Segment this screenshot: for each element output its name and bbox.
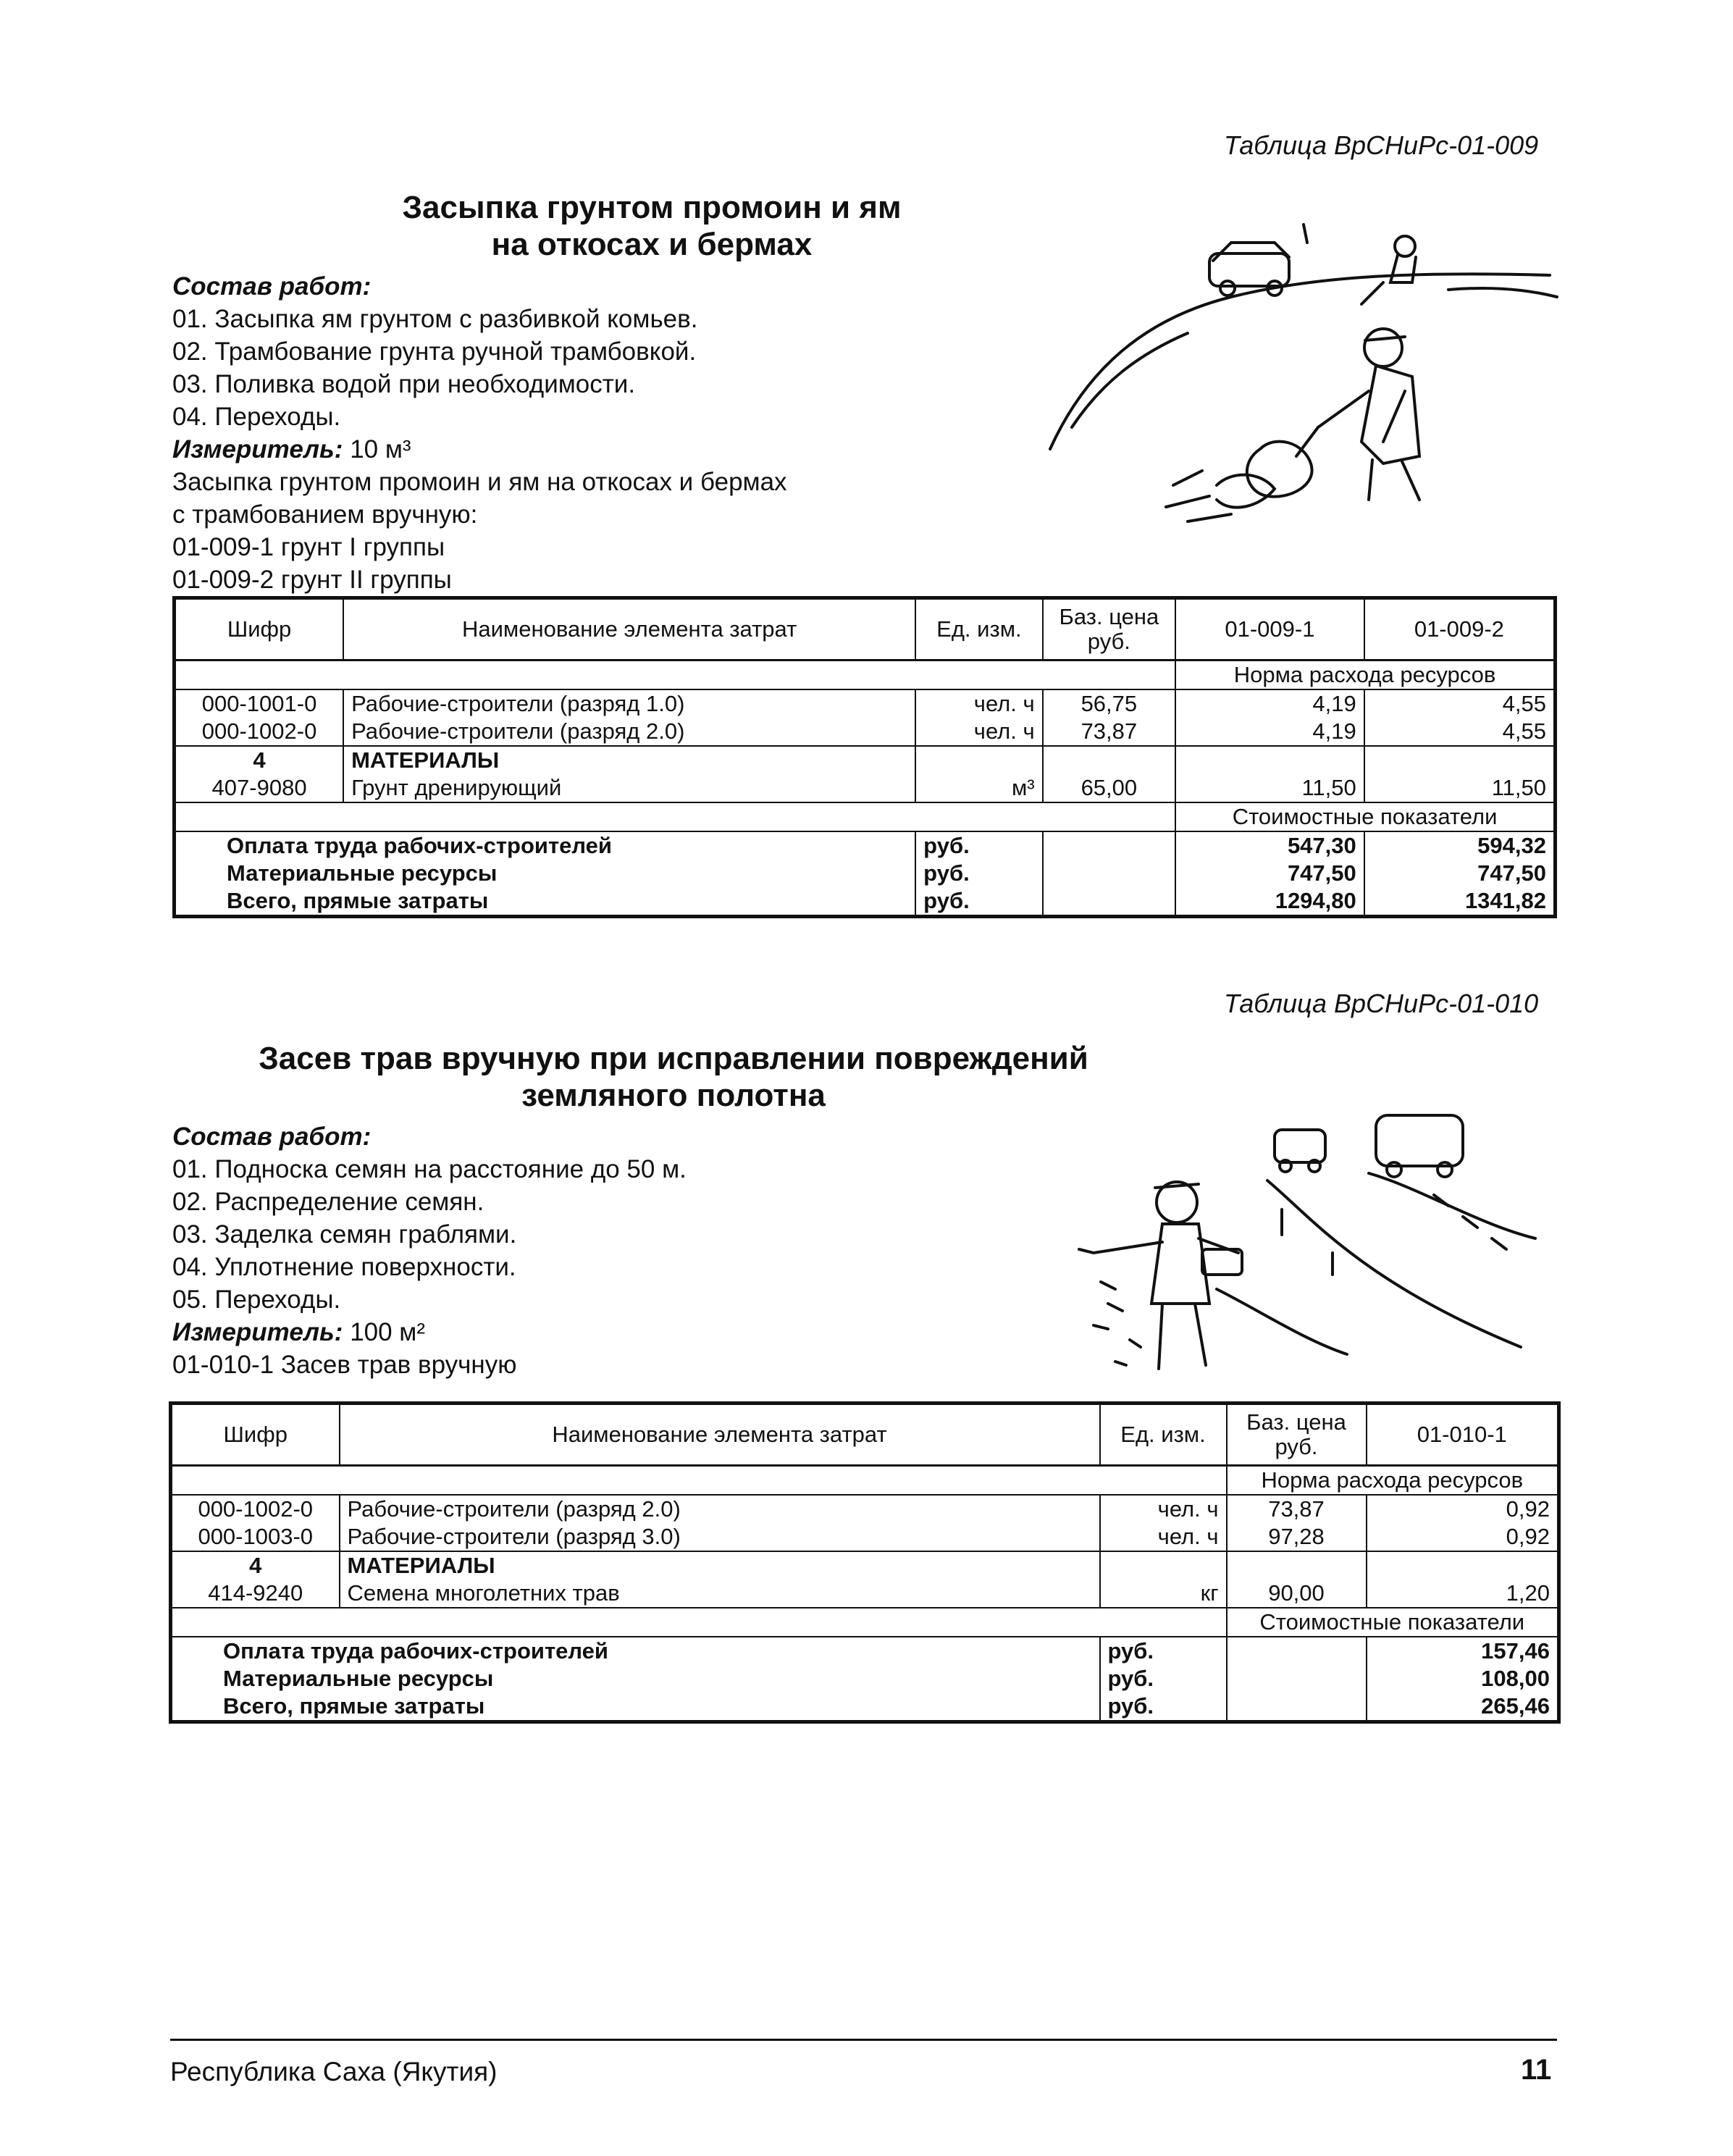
cost-band-row: [175, 802, 1556, 831]
grass-sowing-illustration: [1072, 1108, 1543, 1383]
unit-cell: [1100, 1551, 1227, 1580]
code-cell: 000-1001-0: [175, 689, 344, 718]
work-item: 01. Засыпка ям грунтом с разбивкой комьев.: [172, 305, 698, 333]
name-cell: Рабочие-строители (разряд 2.0): [340, 1495, 1100, 1523]
name-cell: Рабочие-строители (разряд 1.0): [343, 689, 915, 718]
total-name: Всего, прямые затраты: [175, 887, 916, 917]
total-unit: руб.: [1100, 1692, 1227, 1722]
work-item: 03. Заделка семян граблями.: [172, 1220, 517, 1249]
cost-label: Стоимостные показатели: [1175, 802, 1555, 831]
section-title: [239, 190, 1065, 263]
header-cell: Наименование элемента затрат: [343, 598, 915, 660]
value-cell: 4,19: [1175, 689, 1364, 718]
title-line: Засев трав вручную при исправлении повреждений: [259, 1041, 1088, 1076]
work-description: [172, 270, 1078, 596]
measure-label: Измеритель:: [172, 435, 343, 464]
table-row: [175, 689, 1556, 718]
header-cell: 01-010-1: [1367, 1404, 1559, 1466]
header-cell: Шифр: [171, 1404, 340, 1466]
measure-line: [172, 1316, 1041, 1348]
name-cell: Рабочие-строители (разряд 2.0): [343, 718, 915, 746]
measure-label: Измеритель:: [172, 1318, 343, 1346]
name-cell: МАТЕРИАЛЫ: [343, 746, 915, 774]
total-value: 747,50: [1175, 860, 1364, 887]
variant-item: 01-009-1 грунт I группы: [172, 533, 445, 561]
total-value: 747,50: [1364, 860, 1556, 887]
price-cell: [1227, 1551, 1367, 1580]
value-cell: 1,20: [1367, 1580, 1559, 1608]
value-cell: 0,92: [1367, 1495, 1559, 1523]
title-line: земляного полотна: [521, 1077, 826, 1113]
code-cell: 000-1002-0: [175, 718, 344, 746]
price-cell: 56,75: [1043, 689, 1175, 718]
cost-label: Стоимостные показатели: [1227, 1608, 1559, 1637]
name-cell: МАТЕРИАЛЫ: [340, 1551, 1100, 1580]
total-unit: руб.: [1100, 1637, 1227, 1665]
work-item: 01. Подноска семян на расстояние до 50 м.: [172, 1155, 687, 1183]
cost-table: [172, 596, 1557, 918]
title-line: на откосах и бермах: [491, 226, 813, 262]
code-cell: 4: [171, 1551, 340, 1580]
work-item: 04. Переходы.: [172, 403, 341, 431]
header-cell: Ед. изм.: [1100, 1404, 1227, 1466]
value-cell: 4,55: [1364, 718, 1556, 746]
table-row: [171, 1551, 1559, 1580]
total-row: [171, 1692, 1559, 1722]
total-value: 1341,82: [1364, 887, 1556, 917]
total-unit: руб.: [915, 887, 1042, 917]
description-line: с трамбованием вручную:: [172, 500, 478, 529]
cost-band-row: [171, 1608, 1559, 1637]
composition-label: Состав работ:: [172, 1123, 372, 1151]
price-cell: [1043, 746, 1175, 774]
work-description: [172, 1120, 1041, 1381]
work-item: 02. Распределение семян.: [172, 1188, 484, 1216]
measure-value: 100 м²: [350, 1318, 426, 1346]
total-name: Материальные ресурсы: [171, 1665, 1100, 1692]
total-name: Всего, прямые затраты: [171, 1692, 1100, 1722]
table-row: [175, 746, 1556, 774]
value-cell: 4,55: [1364, 689, 1556, 718]
price-cell: 97,28: [1227, 1523, 1367, 1551]
value-cell: [1364, 746, 1556, 774]
total-row: [175, 831, 1556, 860]
total-name: Оплата труда рабочих-строителей: [171, 1637, 1100, 1665]
price-cell: 90,00: [1227, 1580, 1367, 1608]
price-cell: 73,87: [1043, 718, 1175, 746]
work-item: 04. Уплотнение поверхности.: [172, 1253, 516, 1281]
table-row: [171, 1495, 1559, 1523]
total-row: [171, 1665, 1559, 1692]
total-row: [175, 860, 1556, 887]
work-item: 03. Поливка водой при необходимости.: [172, 370, 636, 398]
total-value: 108,00: [1367, 1665, 1559, 1692]
price-cell: 65,00: [1043, 774, 1175, 802]
total-value: 265,46: [1367, 1692, 1559, 1722]
name-cell: Семена многолетних трав: [340, 1580, 1100, 1608]
table-header-row: [171, 1404, 1559, 1466]
value-cell: 11,50: [1175, 774, 1364, 802]
name-cell: Рабочие-строители (разряд 3.0): [340, 1523, 1100, 1551]
measure-value: 10 м³: [350, 435, 411, 464]
code-cell: 000-1002-0: [171, 1495, 340, 1523]
table-row: [171, 1523, 1559, 1551]
header-cell: Ед. изм.: [915, 598, 1042, 660]
norm-band-row: [175, 660, 1556, 690]
title-line: Засыпка грунтом промоин и ям: [402, 190, 902, 225]
value-cell: 0,92: [1367, 1523, 1559, 1551]
header-cell: 01-009-2: [1364, 598, 1556, 660]
code-cell: 000-1003-0: [171, 1523, 340, 1551]
norm-label: Норма расхода ресурсов: [1175, 660, 1555, 690]
norm-label: Норма расхода ресурсов: [1227, 1466, 1559, 1496]
unit-cell: чел. ч: [915, 689, 1042, 718]
table-row: [171, 1580, 1559, 1608]
value-cell: [1175, 746, 1364, 774]
header-cell: 01-009-1: [1175, 598, 1364, 660]
header-cell: Баз. цена руб.: [1043, 598, 1175, 660]
total-row: [171, 1637, 1559, 1665]
measure-line: [172, 433, 1078, 466]
total-value: 594,32: [1364, 831, 1556, 860]
header-cell: Наименование элемента затрат: [340, 1404, 1100, 1466]
value-cell: 4,19: [1175, 718, 1364, 746]
unit-cell: кг: [1100, 1580, 1227, 1608]
header-cell: Баз. цена руб.: [1227, 1404, 1367, 1466]
total-value: 157,46: [1367, 1637, 1559, 1665]
total-unit: руб.: [915, 831, 1042, 860]
description-line: Засыпка грунтом промоин и ям на откосах и бермах: [172, 468, 787, 496]
table-row: [175, 774, 1556, 802]
total-name: Оплата труда рабочих-строителей: [175, 831, 916, 860]
table-reference: Таблица ВрСНиРс-01-010: [1224, 989, 1539, 1018]
table-reference: Таблица ВрСНиРс-01-009: [1224, 130, 1539, 160]
total-name: Материальные ресурсы: [175, 860, 916, 887]
footer-divider: [170, 2039, 1557, 2041]
total-unit: руб.: [1100, 1665, 1227, 1692]
table-header-row: [175, 598, 1556, 660]
total-value: 547,30: [1175, 831, 1364, 860]
code-cell: 4: [175, 746, 344, 774]
work-item: 05. Переходы.: [172, 1285, 341, 1314]
value-cell: 11,50: [1364, 774, 1556, 802]
code-cell: 407-9080: [175, 774, 344, 802]
workers-on-slope-illustration: [1043, 210, 1564, 550]
total-row: [175, 887, 1556, 917]
footer-region: Республика Саха (Якутия): [170, 2057, 498, 2086]
norm-band-row: [171, 1466, 1559, 1496]
unit-cell: чел. ч: [1100, 1495, 1227, 1523]
variant-item: 01-010-1 Засев трав вручную: [172, 1351, 517, 1379]
unit-cell: м³: [915, 774, 1042, 802]
section-title: [167, 1041, 1180, 1114]
table-row: [175, 718, 1556, 746]
price-cell: 73,87: [1227, 1495, 1367, 1523]
code-cell: 414-9240: [171, 1580, 340, 1608]
page-number: 11: [1521, 2054, 1552, 2086]
composition-label: Состав работ:: [172, 272, 372, 301]
unit-cell: чел. ч: [1100, 1523, 1227, 1551]
name-cell: Грунт дренирующий: [343, 774, 915, 802]
value-cell: [1367, 1551, 1559, 1580]
total-value: 1294,80: [1175, 887, 1364, 917]
unit-cell: чел. ч: [915, 718, 1042, 746]
work-item: 02. Трамбование грунта ручной трамбовкой.: [172, 337, 697, 366]
unit-cell: [915, 746, 1042, 774]
cost-table: [169, 1401, 1561, 1724]
total-unit: руб.: [915, 860, 1042, 887]
variant-item: 01-009-2 грунт II группы: [172, 566, 452, 594]
header-cell: Шифр: [175, 598, 344, 660]
